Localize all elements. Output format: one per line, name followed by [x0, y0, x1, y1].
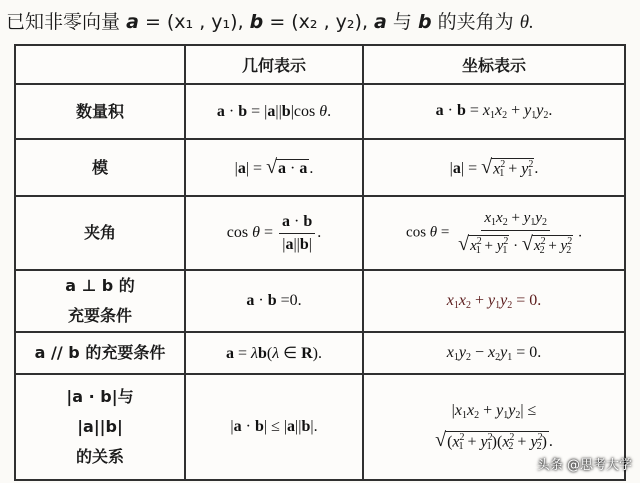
row-label: 夹角	[15, 196, 185, 270]
table-row	[15, 374, 625, 480]
table-row	[15, 139, 625, 196]
row-label: 数量积	[15, 84, 185, 139]
geometric-formula: |a| = √a · a .	[185, 139, 363, 196]
table-row	[15, 270, 625, 332]
table-row	[15, 332, 625, 374]
coordinate-formula: $x_1x_2 + y_1y_2 = 0$.	[363, 270, 625, 332]
row-label: a // b 的充要条件	[15, 332, 185, 374]
header-empty	[15, 45, 185, 84]
header-geometric: 几何表示	[185, 45, 363, 84]
table-header-row	[15, 45, 625, 84]
geometric-formula: |a · b| ≤ |a||b|.	[185, 374, 363, 480]
vector-a-coords: = (x₁ , y₁)	[144, 11, 238, 33]
geometric-formula: a = λb(λ ∈ R).	[185, 332, 363, 374]
coordinate-formula: $|a| = √x^2_1 + y^2_1$ .	[363, 139, 625, 196]
header-coordinate: 坐标表示	[363, 45, 625, 84]
formula-table	[14, 44, 626, 481]
theta-symbol: θ.	[519, 12, 534, 33]
coordinate-formula: $|x_1x_2 + y_1y_2|$ ≤ $√(x^2_1 + y^2_1)(x^2_2 + y^2_2)$ .	[363, 374, 625, 480]
intro-sentence: 已知非零向量 a = (x₁ , y₁), b = (x₂ , y₂), a 与 b 的夹角为 θ.	[6, 11, 534, 33]
row-label: |a · b|与 |a||b| 的关系	[15, 374, 185, 480]
table-row	[15, 196, 625, 270]
geometric-formula: a · b =0.	[185, 270, 363, 332]
geometric-formula: cos θ = $\frac{a \cdot b}{|a||b|}$ .	[185, 196, 363, 270]
vector-a-symbol: a	[126, 11, 139, 33]
row-label: a ⊥ b 的 充要条件	[15, 270, 185, 332]
table-row	[15, 84, 625, 139]
vector-b-coords: = (x₂ , y₂)	[269, 11, 362, 33]
row-label: 模	[15, 139, 185, 196]
intro-prefix: 已知非零向量	[6, 11, 121, 33]
coordinate-formula: $x_1y_2 - x_2y_1 = 0$.	[363, 332, 625, 374]
vector-b-symbol: b	[249, 11, 264, 33]
coordinate-formula: $a \cdot b = x_1x_2 + y_1y_2$.	[363, 84, 625, 139]
coordinate-formula: cos θ = $\frac{x_1x_2 + y_1y_2}{√x^2_1 + y^2_1 \cdot √x^2_2 + y^2_2}$ .	[363, 196, 625, 270]
watermark: 头条 @思考大学	[536, 458, 632, 473]
geometric-formula: a · b = |a||b|cos θ.	[185, 84, 363, 139]
